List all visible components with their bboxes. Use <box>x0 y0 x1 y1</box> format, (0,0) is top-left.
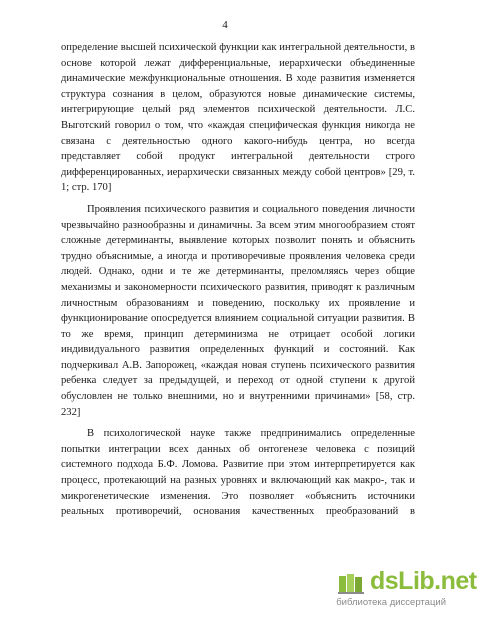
text-line: 1; стр. 170] <box>61 182 112 194</box>
text-line: ребенка следует за предыдущей, и переход от одной ступени к другой <box>61 375 415 387</box>
text-line: обусловлен не только внешними, но и внутренними причинами» [58, стр. <box>61 391 415 403</box>
watermark <box>332 566 477 617</box>
paragraph <box>61 202 415 420</box>
text-line: чрезвычайно разнообразны и динамичны. За всем этим многообразием стоят <box>61 219 415 231</box>
paragraph <box>61 426 415 520</box>
text-line: трудно объяснимые, а иногда и противоречивые проявления человека среди <box>61 250 415 262</box>
text-line: сложные детерминанты, выявление которых позволит понять и объяснить <box>61 235 415 247</box>
text-line: людей. Однако, одни и те же детерминанты, преломляясь через общие <box>61 266 415 278</box>
text-line: подчеркивал А.В. Запорожец, «каждая новая ступень психического развития <box>61 359 415 371</box>
paragraph <box>61 40 415 196</box>
page-number: 4 <box>222 19 228 31</box>
text-line: Выготский говорил о том, что «каждая специфическая функция никогда не <box>61 119 415 131</box>
text-line: функционирование опосредуется влиянием социальной ситуации развития. В <box>61 313 415 325</box>
watermark-title: dsLib.net <box>370 567 477 595</box>
text-line: интегрирующие целый ряд элементов психической деятельности. Л.С. <box>61 104 415 116</box>
text-line: динамические межфункциональные отношения. В ходе развития изменяется <box>61 73 415 85</box>
text-line: 232] <box>61 406 81 418</box>
watermark-subtitle: библиотека диссертаций <box>336 597 446 608</box>
body-text <box>61 40 415 520</box>
text-line: индивидуального развития определенных функций и состояний. Как <box>61 344 415 356</box>
text-line: попытки интеграции всех данных об онтогенезе человека с позиций <box>61 443 415 455</box>
text-line: процесс, протекающий на разных уровнях и включающий как макро-, так и <box>61 475 415 487</box>
text-line: микрогенетические изменения. Это позволяет «объяснить источники <box>61 490 415 502</box>
text-line: Проявления психического развития и социального поведения личности <box>87 203 415 215</box>
text-line: связана с деятельностью одного какого-нибудь центра, но всегда <box>61 135 415 147</box>
text-line: то же время, принцип детерминизма не отрицает особой логики <box>61 328 415 340</box>
text-line: дифференцированных, иерархически связанных между собой центров» [29, т. <box>61 166 415 178</box>
text-line: определение высшей психической функции как интегральной деятельности, в <box>61 42 415 53</box>
text-line: системного подхода Б.Ф. Ломова. Развитие при этом интерпретируется как <box>61 459 415 471</box>
text-line: структура сознания в целом, образуются новые динамические системы, <box>61 88 415 100</box>
text-line: основе которой лежат дифференциальные, иерархически объединенные <box>61 57 415 69</box>
text-line: механизмы и закономерности психического развития, приводят к различным <box>61 281 415 293</box>
text-line: личностным образованиям и поведению, поскольку их проявление и <box>61 297 415 309</box>
text-line: представляет собой продукт интегральной деятельности строго <box>61 151 415 163</box>
books-logo-icon <box>337 572 367 594</box>
text-line: В психологической науке также предпринимались определенные <box>87 428 415 440</box>
text-line: реальных противоречий, основания качественных преобразований в <box>61 506 415 518</box>
